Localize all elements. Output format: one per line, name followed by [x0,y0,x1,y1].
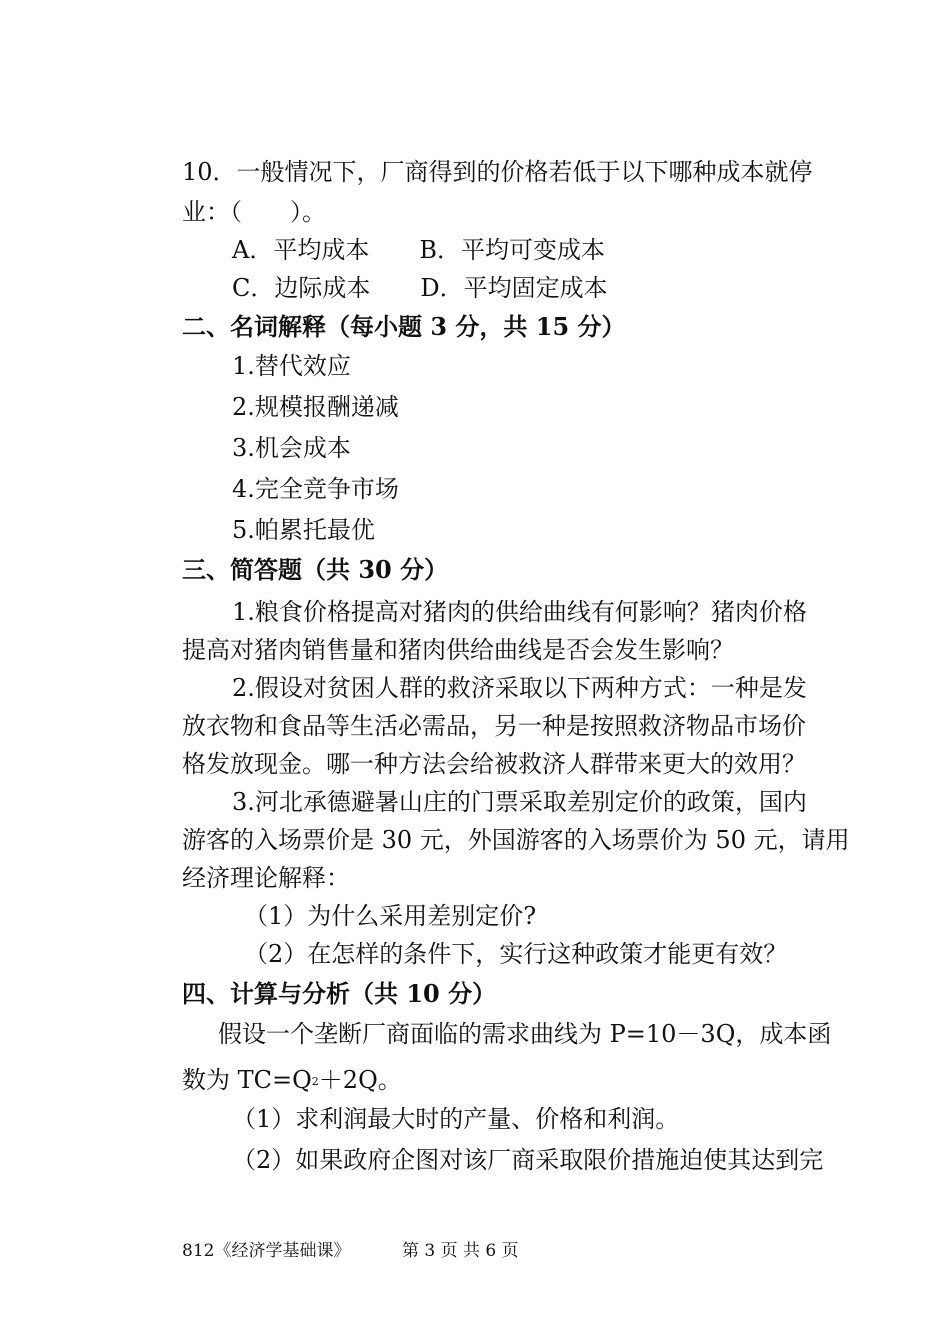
s3-q3-sub-2: （2）在怎样的条件下，实行这种政策才能更有效？ [244,940,788,968]
s3-q3-sub-1: （1）为什么采用差别定价? [244,902,537,930]
s4-line-2-prefix: 数为 TC=Q [182,1066,312,1094]
s3-q3-line-2: 游客的入场票价是 30 元，外国游客的入场票价为 50 元，请用 [182,826,850,854]
s3-q1-line-2: 提高对猪肉销售量和猪肉供给曲线是否会发生影响？ [182,636,734,664]
s3-q2-line-3: 格发放现金。哪一种方法会给被救济人群带来更大的效用？ [182,750,806,778]
q10-options-ab [232,231,605,269]
term-item: 1.替代效应 [232,352,351,380]
s4-line-2 [182,1061,402,1099]
option-c: C．边际成本 [232,274,371,302]
footer-page-number: 第 3 页 共 6 页 [402,1241,519,1261]
s4-line-2-suffix: ＋2Q。 [318,1066,402,1094]
s3-q1-line-1: 1.粮食价格提高对猪肉的供给曲线有何影响？猪肉价格 [232,598,807,626]
term-item: 2.规模报酬递减 [232,393,399,421]
term-item: 4.完全竞争市场 [232,475,399,503]
q10-options-cd [232,269,608,307]
s4-sub-2: （2）如果政府企图对该厂商采取限价措施迫使其达到完 [232,1146,824,1174]
section-3-title: 三、简答题（共 30 分） [182,555,449,584]
s3-q3-line-3: 经济理论解释： [182,864,350,892]
term-item: 3.机会成本 [232,434,351,462]
option-a: A．平均成本 [232,236,370,264]
s3-q3-line-1: 3.河北承德避暑山庄的门票采取差别定价的政策，国内 [232,788,807,816]
section-4-title: 四、计算与分析（共 10 分） [182,979,497,1008]
s4-sub-1: （1）求利润最大时的产量、价格和利润。 [232,1105,680,1133]
term-item: 5.帕累托最优 [232,516,375,544]
s4-exponent: 2 [311,1075,319,1088]
section-2-title: 二、名词解释（每小题 3 分，共 15 分） [182,312,626,341]
s4-line-1: 假设一个垄断厂商面临的需求曲线为 P=10－3Q，成本函 [218,1020,832,1048]
s3-q2-line-2: 放衣物和食品等生活必需品，另一种是按照救济物品市场价 [182,712,806,740]
s3-q2-line-1: 2.假设对贫困人群的救济采取以下两种方式：一种是发 [232,674,807,702]
q10-line-2: 业：（ ）。 [182,198,326,226]
option-d: D．平均固定成本 [420,274,608,302]
q10-line-1: 10．一般情况下，厂商得到的价格若低于以下哪种成本就停 [182,158,813,186]
option-b: B．平均可变成本 [419,236,605,264]
footer-course: 812《经济学基础课》 [182,1241,351,1261]
